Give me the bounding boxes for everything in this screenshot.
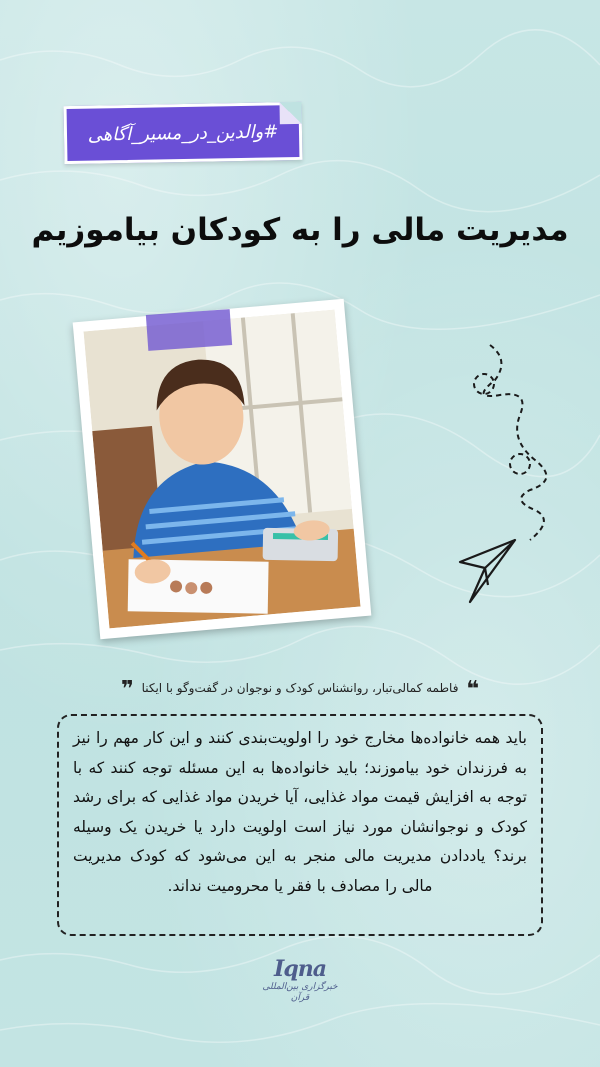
quote-attribution bbox=[40, 677, 560, 702]
boy-with-calculator-photo bbox=[83, 310, 360, 629]
close-quote-icon: ❞ bbox=[120, 677, 134, 702]
photo-frame bbox=[73, 299, 372, 639]
paper-plane-icon bbox=[440, 340, 570, 610]
logo-mark: Iqna bbox=[274, 956, 326, 982]
hashtag-label bbox=[64, 102, 303, 164]
logo-subtitle-2: قرآن bbox=[290, 993, 310, 1003]
body-text-box bbox=[57, 714, 543, 936]
logo-subtitle-1: خبرگزاری بین‌المللی bbox=[262, 982, 338, 992]
quote-text: فاطمه کمالی‌تبار، روانشناس کودک و نوجوان در گفت‌وگو با ایکنا bbox=[141, 681, 459, 695]
open-quote-icon: ❝ bbox=[466, 677, 480, 702]
body-text: باید همه خانواده‌ها مخارج خود را اولویت‌بندی کنند و این کار مهم را نیز به فرزندان خود بیاموزند؛ باید خانواده‌ها به این مسئله توجه کنند که با توجه به افزایش قیمت مواد غذایی، آیا خریدن مواد غذایی که برای رشد کودک و نوجوانشان مورد نیاز است اولویت دارد یا خریدن یک وسیله برند؟ یاددادن مدیریت مالی منجر به این می‌شود که کودک مدیریت مالی را مصادف با فقر یا محرومیت نداند. bbox=[73, 729, 527, 895]
page-title: مدیریت مالی را به کودکان بیاموزیم bbox=[31, 212, 569, 248]
iqna-logo bbox=[262, 956, 338, 1026]
tape-icon bbox=[146, 309, 232, 351]
hashtag-text: #والدین_در_مسیر_آگاهی bbox=[87, 120, 279, 146]
tag-folded-corner bbox=[279, 102, 301, 124]
